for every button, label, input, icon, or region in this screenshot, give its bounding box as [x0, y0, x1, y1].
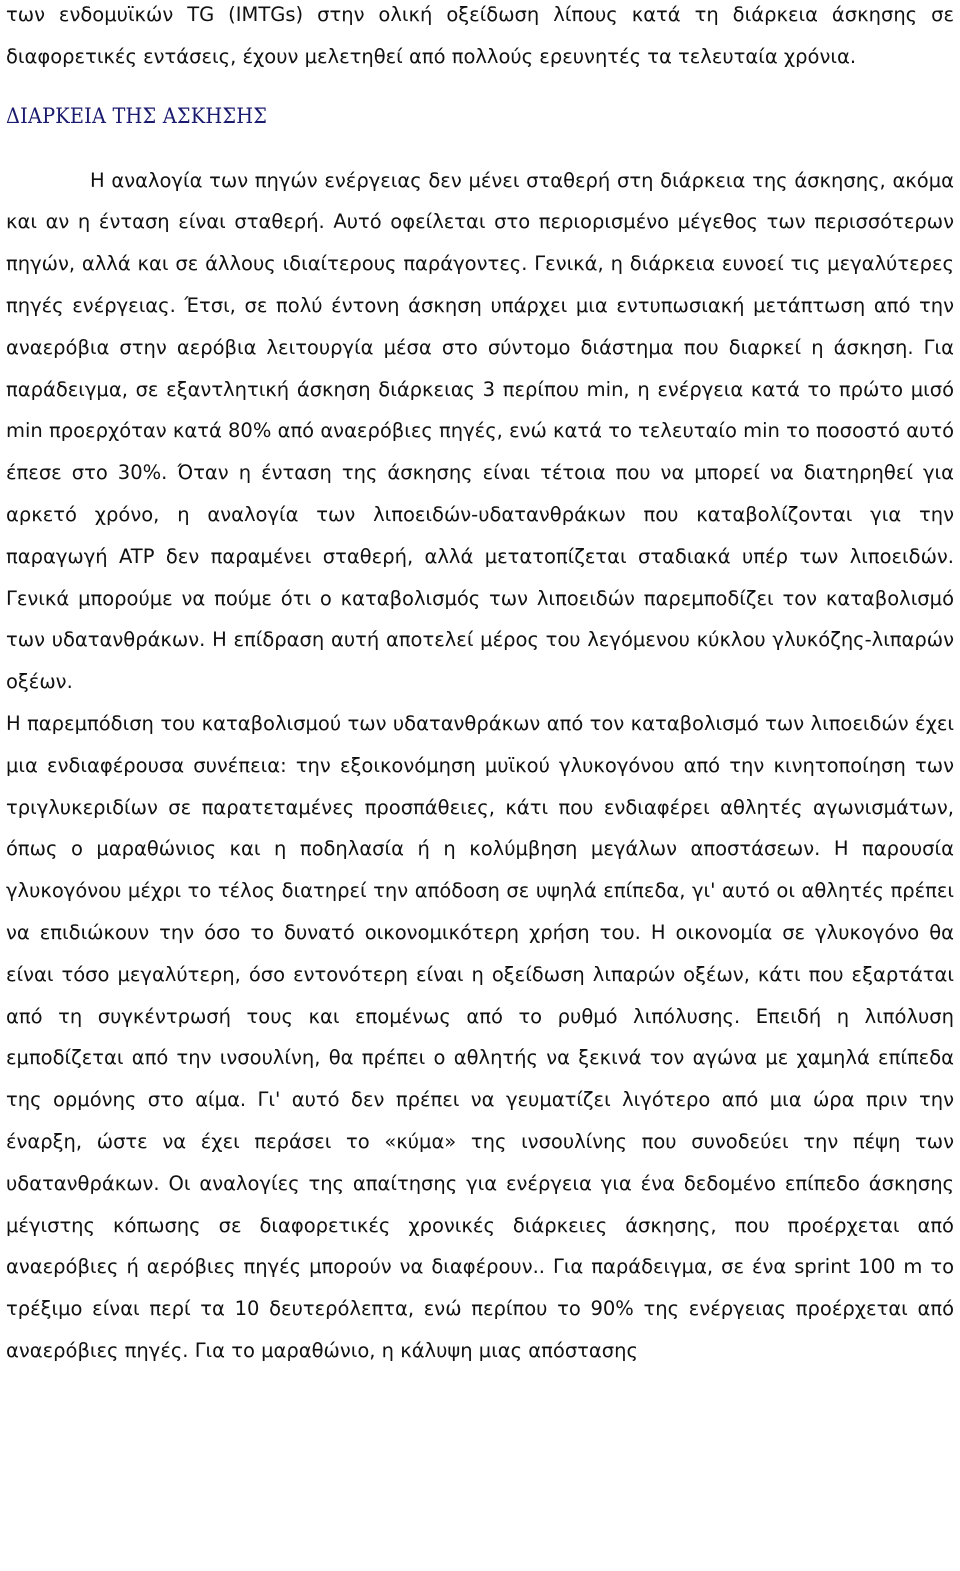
intro-paragraph: των ενδομυϊκών TG (IMTGs) στην ολική οξείδωση λίπους κατά τη διάρκεια άσκησης σε διαφορετικές εντάσεις, έχουν μελετηθεί από πολλούς ερευνητές τα τελευταία χρόνια.	[6, 3, 954, 68]
body-paragraph-1: Η αναλογία των πηγών ενέργειας δεν μένει σταθερή στη διάρκεια της άσκησης, ακόμα και αν η ένταση είναι σταθερή. Αυτό οφείλεται στο περιορισμένο μέγεθος των περισσότερων πηγών, αλλά και σε άλλους ιδιαίτερους παράγοντες. Γενικά, η διάρκεια ευνοεί τις μεγαλύτερες πηγές ενέργειας. Έτσι, σε πολύ έντονη άσκηση υπάρχει μια εντυπωσιακή μετάπτωση από την αναερόβια στην αερόβια λειτουργία μέσα στο σύντομο διάστημα που διαρκεί η άσκηση. Για παράδειγμα, σε εξαντλητική άσκηση διάρκειας 3 περίπου min, η ενέργεια κατά το πρώτο μισό min προερχόταν κατά 80% από αναερόβιες πηγές, ενώ κατά το τελευταίο min το ποσοστό αυτό έπεσε στο 30%. Όταν η ένταση της άσκησης είναι τέτοια που να μπορεί να διατηρηθεί για αρκετό χρόνο, η αναλογία των λιποειδών-υδατανθράκων που καταβολίζονται για την παραγωγή ATP δεν παραμένει σταθερή, αλλά μετατοπίζεται σταδιακά υπέρ των λιποειδών. Γενικά μπορούμε να πούμε ότι ο καταβολισμός των λιποειδών παρεμποδίζει τον καταβολισμό των υδατανθράκων. Η επίδραση αυτή αποτελεί μέρος του λεγόμενου κύκλου γλυκόζης-λιπαρών οξέων.	[6, 168, 954, 694]
section-heading-text: ΔΙΑΡΚΕΙΑ ΤΗΣ ΑΣΚΗΣΗΣ	[6, 103, 268, 128]
body-paragraph-2: Η παρεμπόδιση του καταβολισμού των υδατανθράκων από τον καταβολισμό των λιποειδών έχει μια ενδιαφέρουσα συνέπεια: την εξοικονόμηση μυϊκού γλυκογόνου από την κινητοποίηση των τριγλυκεριδίων σε παρατεταμένες προσπάθειες, κάτι που ενδιαφέρει αθλητές αγωνισμάτων, όπως ο μαραθώνιος και η ποδηλασία ή η κολύμβηση μεγάλων αποστάσεων. Η παρουσία γλυκογόνου μέχρι το τέλος διατηρεί την απόδοση σε υψηλά επίπεδα, γι' αυτό οι αθλητές πρέπει να επιδιώκουν την όσο το δυνατό οικονομικότερη χρήση του. Η οικονομία σε γλυκογόνο θα είναι τόσο μεγαλύτερη, όσο εντονότερη είναι η οξείδωση λιπαρών οξέων, κάτι που εξαρτάται από τη συγκέντρωσή τους και επομένως από το ρυθμό λιπόλυσης. Επειδή η λιπόλυση εμποδίζεται από την ινσουλίνη, θα πρέπει ο αθλητής να ξεκινά τον αγώνα με χαμηλά επίπεδα της ορμόνης στο αίμα. Γι' αυτό δεν πρέπει να γευματίζει λιγότερο από μια ώρα πριν την έναρξη, ώστε να έχει περάσει το «κύμα» της ινσουλίνης που συνοδεύει την πέψη των υδατανθράκων. Οι αναλογίες της απαίτησης για ενέργεια για ένα δεδομένο επίπεδο άσκησης μέγιστης κόπωσης σε διαφορετικές χρονικές διάρκειες άσκησης, που προέρχεται από αναερόβιες ή αερόβιες πηγές μπορούν να διαφέρουν.. Για παράδειγμα, σε ένα sprint 100 m το τρέξιμο είναι περί τα 10 δευτερόλεπτα, ενώ περίπου το 90% της ενέργειας προέρχεται από αναερόβιες πηγές. Για το μαραθώνιο, η κάλυψη μιας απόστασης	[6, 711, 954, 1362]
section-heading	[6, 102, 954, 130]
document-page	[6, 0, 954, 1372]
